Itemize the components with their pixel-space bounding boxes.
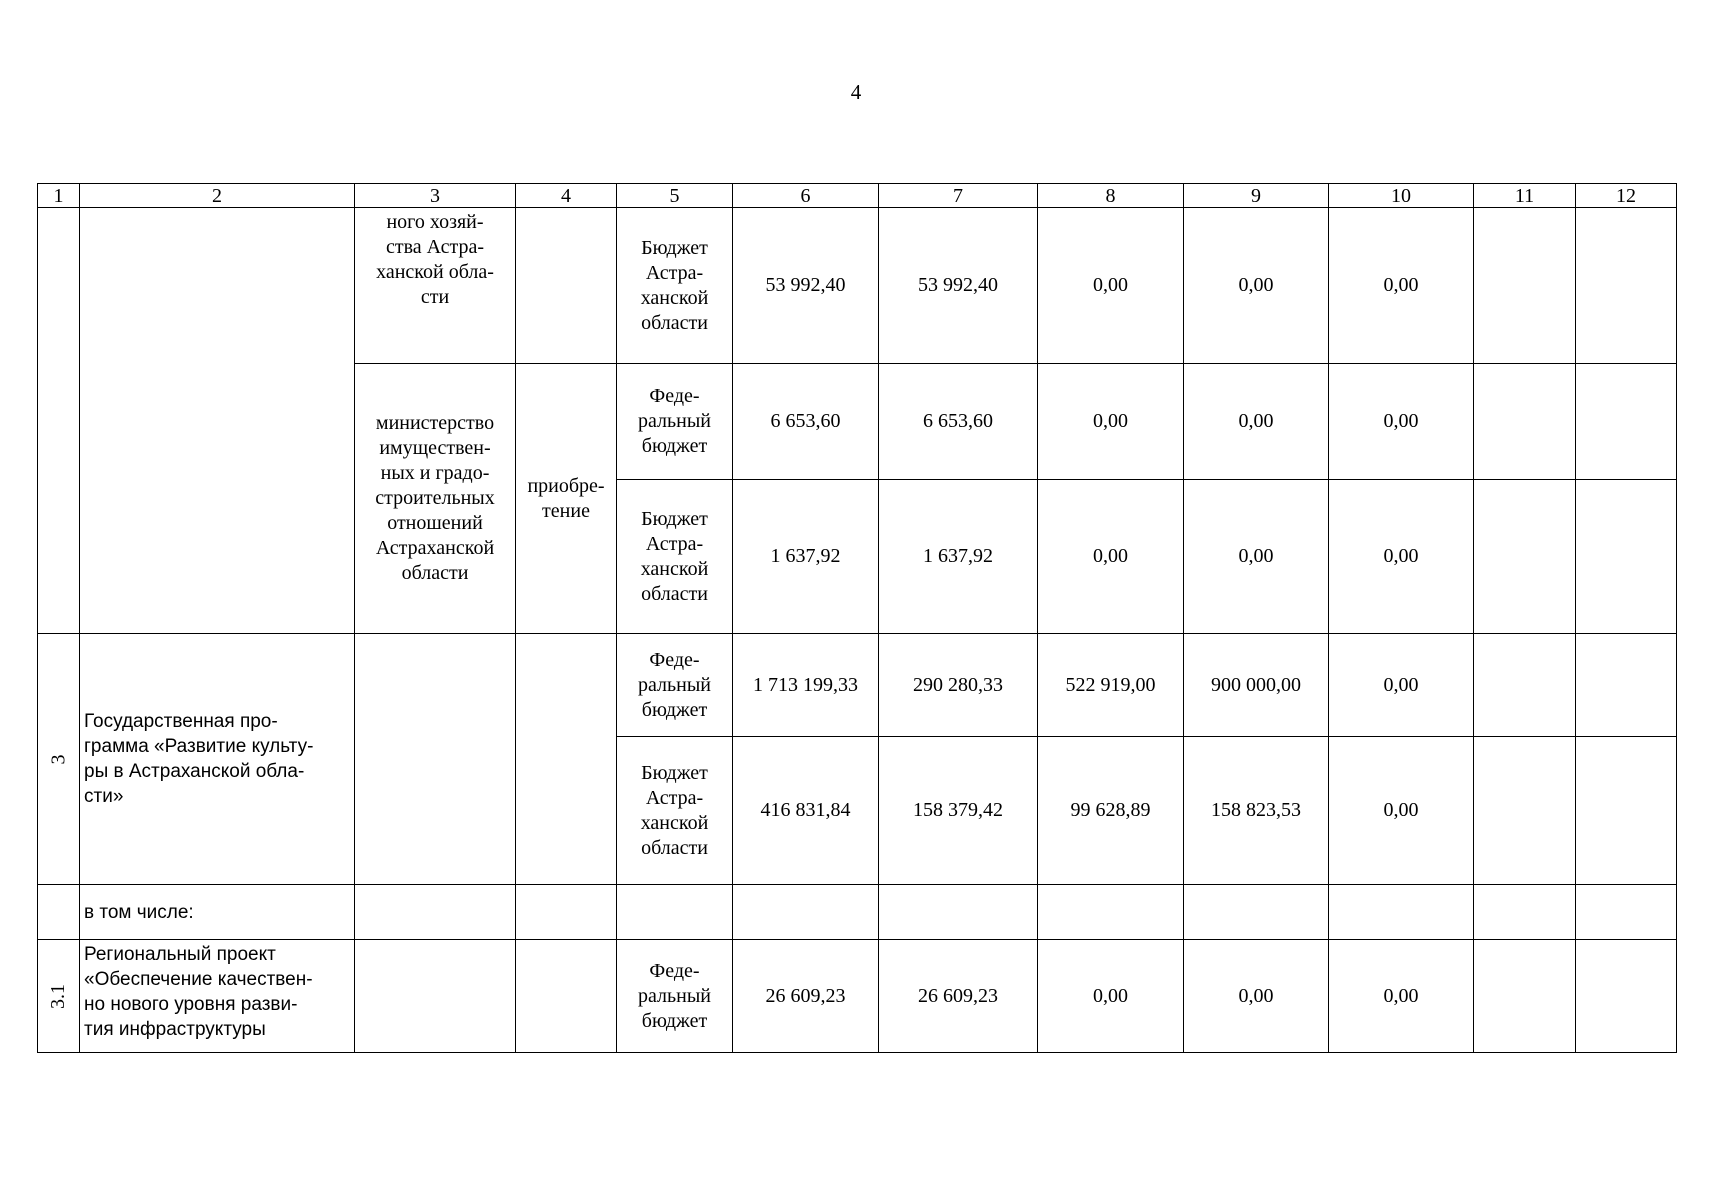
column-header: 1	[38, 184, 80, 208]
value-cell: 900 000,00	[1184, 634, 1329, 737]
empty-cell	[1576, 737, 1677, 885]
empty-cell	[1474, 885, 1576, 940]
action-cell	[516, 634, 617, 885]
value-cell: 158 823,53	[1184, 737, 1329, 885]
empty-cell	[1576, 480, 1677, 634]
program-name-cell	[80, 208, 355, 634]
value-cell: 1 637,92	[733, 480, 879, 634]
empty-cell	[617, 885, 733, 940]
action-cell: приобре- тение	[516, 364, 617, 634]
value-cell: 26 609,23	[733, 940, 879, 1053]
column-header: 12	[1576, 184, 1677, 208]
empty-cell	[1576, 364, 1677, 480]
empty-cell	[1474, 364, 1576, 480]
table-row	[38, 634, 1677, 737]
empty-cell	[1474, 940, 1576, 1053]
column-header: 6	[733, 184, 879, 208]
table-row	[38, 885, 1677, 940]
empty-cell	[1474, 208, 1576, 364]
empty-cell	[879, 885, 1038, 940]
value-cell: 416 831,84	[733, 737, 879, 885]
table-header-row	[38, 184, 1677, 208]
column-header: 4	[516, 184, 617, 208]
value-cell: 6 653,60	[733, 364, 879, 480]
empty-cell	[355, 885, 516, 940]
row-number-cell	[38, 885, 80, 940]
value-cell: 0,00	[1038, 480, 1184, 634]
value-cell: 0,00	[1329, 737, 1474, 885]
page-number: 4	[850, 80, 862, 104]
value-cell: 0,00	[1329, 480, 1474, 634]
executor-cell	[355, 634, 516, 885]
action-cell	[516, 208, 617, 364]
value-cell: 158 379,42	[879, 737, 1038, 885]
program-name-cell: в том числе:	[80, 885, 355, 940]
budget-table	[37, 183, 1677, 1053]
column-header: 8	[1038, 184, 1184, 208]
column-header: 3	[355, 184, 516, 208]
funding-source-cell: Феде- ральный бюджет	[617, 634, 733, 737]
row-number-cell: 3	[38, 634, 80, 885]
value-cell: 6 653,60	[879, 364, 1038, 480]
value-cell: 0,00	[1329, 634, 1474, 737]
column-header: 10	[1329, 184, 1474, 208]
table-row	[38, 940, 1677, 1053]
value-cell: 522 919,00	[1038, 634, 1184, 737]
value-cell: 0,00	[1329, 208, 1474, 364]
funding-source-cell: Бюджет Астра- ханской области	[617, 480, 733, 634]
value-cell: 0,00	[1038, 364, 1184, 480]
value-cell: 53 992,40	[733, 208, 879, 364]
empty-cell	[1576, 885, 1677, 940]
value-cell: 0,00	[1184, 364, 1329, 480]
executor-cell	[355, 940, 516, 1053]
value-cell: 0,00	[1184, 208, 1329, 364]
row-number-cell: 3.1	[38, 940, 80, 1053]
empty-cell	[1474, 480, 1576, 634]
value-cell: 0,00	[1329, 940, 1474, 1053]
funding-source-cell: Феде- ральный бюджет	[617, 940, 733, 1053]
value-cell: 53 992,40	[879, 208, 1038, 364]
table-row	[38, 208, 1677, 364]
empty-cell	[1329, 885, 1474, 940]
row-number-cell	[38, 208, 80, 634]
empty-cell	[1576, 940, 1677, 1053]
value-cell: 0,00	[1184, 940, 1329, 1053]
value-cell: 0,00	[1038, 940, 1184, 1053]
empty-cell	[516, 885, 617, 940]
program-name-cell: Государственная про- грамма «Развитие культу- ры в Астраханской обла- сти»	[80, 634, 355, 885]
column-header: 2	[80, 184, 355, 208]
value-cell: 1 637,92	[879, 480, 1038, 634]
empty-cell	[1184, 885, 1329, 940]
action-cell	[516, 940, 617, 1053]
funding-source-cell: Бюджет Астра- ханской области	[617, 208, 733, 364]
empty-cell	[1038, 885, 1184, 940]
empty-cell	[733, 885, 879, 940]
value-cell: 0,00	[1184, 480, 1329, 634]
empty-cell	[1576, 634, 1677, 737]
value-cell: 0,00	[1329, 364, 1474, 480]
funding-source-cell: Бюджет Астра- ханской области	[617, 737, 733, 885]
value-cell: 1 713 199,33	[733, 634, 879, 737]
executor-cell: министерство имуществен- ных и градо- строительных отношений Астраханской области	[355, 364, 516, 634]
column-header: 5	[617, 184, 733, 208]
column-header: 9	[1184, 184, 1329, 208]
program-name-cell: Региональный проект «Обеспечение качествен- но нового уровня разви- тия инфраструктуры	[80, 940, 355, 1053]
column-header: 11	[1474, 184, 1576, 208]
value-cell: 290 280,33	[879, 634, 1038, 737]
executor-cell: ного хозяй- ства Астра- ханской обла- сти	[355, 208, 516, 364]
value-cell: 26 609,23	[879, 940, 1038, 1053]
funding-source-cell: Феде- ральный бюджет	[617, 364, 733, 480]
value-cell: 99 628,89	[1038, 737, 1184, 885]
empty-cell	[1474, 737, 1576, 885]
empty-cell	[1576, 208, 1677, 364]
value-cell: 0,00	[1038, 208, 1184, 364]
column-header: 7	[879, 184, 1038, 208]
empty-cell	[1474, 634, 1576, 737]
